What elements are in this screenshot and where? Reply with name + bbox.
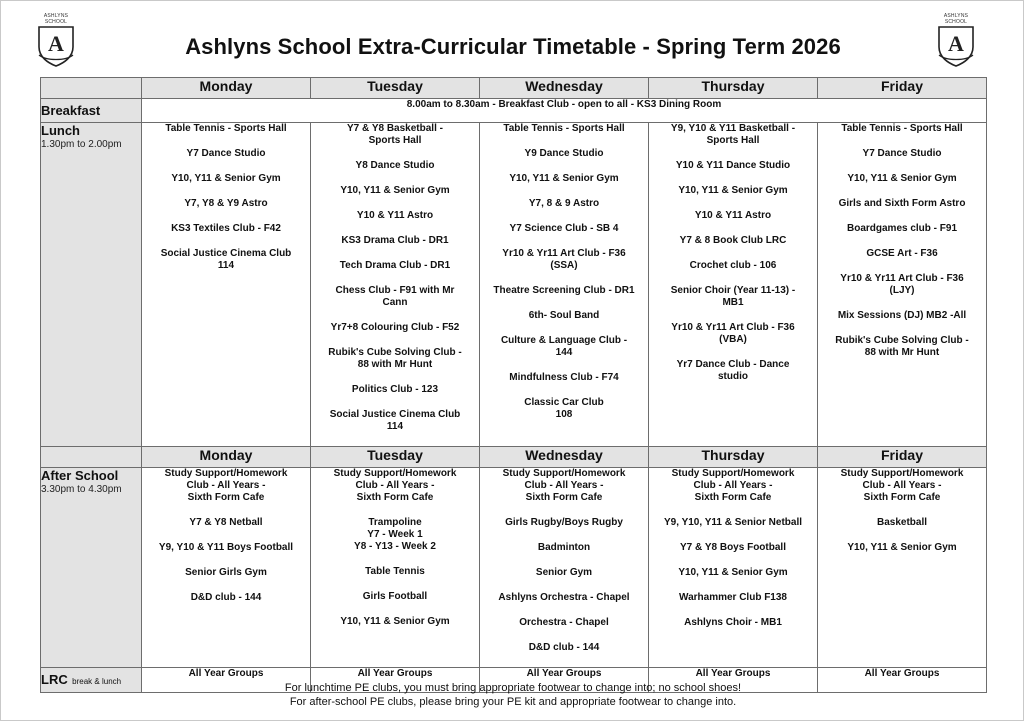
club-item: Y10, Y11 & Senior Gym <box>678 185 788 196</box>
lunch-label: Lunch <box>41 123 80 138</box>
club-item: Yr10 & Yr11 Art Club - F36 (VBA) <box>671 322 795 345</box>
day-header-row-2 <box>41 447 987 468</box>
after-school-monday-cell <box>142 468 311 668</box>
club-item: Y7 Dance Studio <box>862 148 942 159</box>
crest-letter-left: A <box>48 31 64 56</box>
lunch-thursday-cell <box>649 123 818 447</box>
club-item: Yr7+8 Colouring Club - F52 <box>330 322 460 333</box>
club-item: Tech Drama Club - DR1 <box>339 260 451 271</box>
club-item: Y7 Dance Studio <box>186 148 266 159</box>
club-item: Senior Choir (Year 11-13) - MB1 <box>670 285 796 308</box>
club-item: Y7, Y8 & Y9 Astro <box>184 198 268 209</box>
club-item: Study Support/Homework Club - All Years - Sixth Form Cafe <box>840 468 964 503</box>
day-header-thursday: Thursday <box>649 78 818 99</box>
lunch-label-cell <box>41 123 142 447</box>
club-item: Y7 & Y8 Boys Football <box>680 542 786 553</box>
club-item: Y10, Y11 & Senior Gym <box>509 173 619 184</box>
club-item: Crochet club - 106 <box>689 260 777 271</box>
day-header-tuesday-2: Tuesday <box>311 447 480 468</box>
club-item: Y10, Y11 & Senior Gym <box>340 616 450 627</box>
lunch-tuesday-cell <box>311 123 480 447</box>
lrc-monday: All Year Groups <box>142 668 311 693</box>
day-header-wednesday-2: Wednesday <box>480 447 649 468</box>
crest-name-left: ASHLYNS SCHOOL <box>43 13 69 25</box>
club-item: Yr7 Dance Club - Dance studio <box>676 359 790 382</box>
day-header-monday: Monday <box>142 78 311 99</box>
corner-cell-2 <box>41 447 142 468</box>
page-title: Ashlyns School Extra-Curricular Timetable - Spring Term 2026 <box>185 34 841 59</box>
lrc-wednesday: All Year Groups <box>480 668 649 693</box>
club-item: Girls Rugby/Boys Rugby <box>505 517 623 528</box>
club-item: Ashlyns Choir - MB1 <box>684 617 782 628</box>
club-item: Badminton <box>537 542 591 553</box>
club-item: Girls Football <box>362 591 428 602</box>
crest-letter-right: A <box>948 31 964 56</box>
club-item: Table Tennis - Sports Hall <box>841 123 963 134</box>
club-item: Senior Girls Gym <box>185 567 267 578</box>
breakfast-label-cell <box>41 99 142 123</box>
club-item: Senior Gym <box>535 567 593 578</box>
club-item: Y7 & Y8 Basketball - Sports Hall <box>347 123 443 146</box>
club-item: Table Tennis - Sports Hall <box>503 123 625 134</box>
after-school-row <box>41 468 987 668</box>
club-item: Yr10 & Yr11 Art Club - F36 (LJY) <box>840 273 964 296</box>
after-school-label: After School <box>41 468 119 483</box>
after-school-friday-cell <box>818 468 987 668</box>
club-item: 6th- Soul Band <box>528 310 600 321</box>
club-item: KS3 Textiles Club - F42 <box>171 223 281 234</box>
lunch-friday-cell <box>818 123 987 447</box>
club-item: Politics Club - 123 <box>351 384 439 395</box>
club-item: Y10 & Y11 Dance Studio <box>675 160 791 171</box>
club-item: Girls and Sixth Form Astro <box>838 198 966 209</box>
lunch-wednesday-cell <box>480 123 649 447</box>
footer-notes <box>1 681 1024 709</box>
club-item: Social Justice Cinema Club 114 <box>160 248 292 271</box>
club-item: Y7 Science Club - SB 4 <box>509 223 619 234</box>
club-item: Study Support/Homework Club - All Years - Sixth Form Cafe <box>671 468 795 503</box>
day-header-monday-2: Monday <box>142 447 311 468</box>
day-header-friday-2: Friday <box>818 447 987 468</box>
club-item: Y10 & Y11 Astro <box>694 210 772 221</box>
club-item: Y7 & 8 Book Club LRC <box>679 235 787 246</box>
club-item: KS3 Drama Club - DR1 <box>341 235 449 246</box>
club-item: Mindfulness Club - F74 <box>509 372 619 383</box>
crest-name-right: ASHLYNS SCHOOL <box>943 13 969 25</box>
club-item: Basketball <box>876 517 928 528</box>
club-item: Trampoline Y7 - Week 1 Y8 - Y13 - Week 2 <box>354 517 436 552</box>
club-item: Boardgames club - F91 <box>846 223 958 234</box>
club-item: Study Support/Homework Club - All Years - Sixth Form Cafe <box>502 468 626 503</box>
after-school-wednesday-cell <box>480 468 649 668</box>
day-header-friday: Friday <box>818 78 987 99</box>
club-item: Y10 & Y11 Astro <box>356 210 434 221</box>
club-item: Y10, Y11 & Senior Gym <box>847 173 957 184</box>
club-item: D&D club - 144 <box>190 592 262 603</box>
after-school-time: 3.30pm to 4.30pm <box>41 484 122 495</box>
lunch-time: 1.30pm to 2.00pm <box>41 139 122 150</box>
club-item: Y10, Y11 & Senior Gym <box>847 542 957 553</box>
club-item: D&D club - 144 <box>528 642 600 653</box>
club-item: Y7 & Y8 Netball <box>189 517 263 528</box>
after-school-tuesday-cell <box>311 468 480 668</box>
club-item: Study Support/Homework Club - All Years - Sixth Form Cafe <box>333 468 457 503</box>
club-item: Y10, Y11 & Senior Gym <box>340 185 450 196</box>
lunch-row <box>41 123 987 447</box>
club-item: Rubik's Cube Solving Club - 88 with Mr Hunt <box>328 347 462 370</box>
breakfast-row <box>41 99 987 123</box>
day-header-tuesday: Tuesday <box>311 78 480 99</box>
club-item: Y9, Y10 & Y11 Boys Football <box>158 542 294 553</box>
club-item: Y7, 8 & 9 Astro <box>528 198 600 209</box>
club-item: Y10, Y11 & Senior Gym <box>171 173 281 184</box>
club-item: Y10, Y11 & Senior Gym <box>678 567 788 578</box>
club-item: Y9, Y10 & Y11 Basketball - Sports Hall <box>670 123 796 146</box>
lrc-tuesday: All Year Groups <box>311 668 480 693</box>
breakfast-label: Breakfast <box>41 103 101 118</box>
club-item: Orchestra - Chapel <box>519 617 609 628</box>
club-item: GCSE Art - F36 <box>866 248 938 259</box>
lrc-thursday: All Year Groups <box>649 668 818 693</box>
timetable-table <box>40 77 987 693</box>
club-item: Ashlyns Orchestra - Chapel <box>498 592 630 603</box>
footer-line-1: For lunchtime PE clubs, you must bring appropriate footwear to change into; no school shoes! <box>284 682 742 694</box>
after-school-label-cell <box>41 468 142 668</box>
lrc-sub-label: break & lunch <box>72 677 122 686</box>
breakfast-club-cell: 8.00am to 8.30am - Breakfast Club - open to all - KS3 Dining Room <box>142 99 987 123</box>
club-item: Social Justice Cinema Club 114 <box>329 409 461 432</box>
club-item: Mix Sessions (DJ) MB2 -All <box>837 310 967 321</box>
club-item: Study Support/Homework Club - All Years - Sixth Form Cafe <box>164 468 288 503</box>
club-item: Rubik's Cube Solving Club - 88 with Mr Hunt <box>835 335 969 358</box>
footer-line-2: For after-school PE clubs, please bring your PE kit and appropriate footwear to change into. <box>289 696 737 708</box>
day-header-wednesday: Wednesday <box>480 78 649 99</box>
club-item: Yr10 & Yr11 Art Club - F36 (SSA) <box>502 248 626 271</box>
club-item: Chess Club - F91 with Mr Cann <box>335 285 455 308</box>
lrc-friday: All Year Groups <box>818 668 987 693</box>
club-item: Warhammer Club F138 <box>679 592 787 603</box>
club-item: Y9, Y10, Y11 & Senior Netball <box>663 517 803 528</box>
lunch-monday-cell <box>142 123 311 447</box>
lrc-label: LRC <box>41 672 68 687</box>
day-header-thursday-2: Thursday <box>649 447 818 468</box>
club-item: Table Tennis - Sports Hall <box>165 123 287 134</box>
corner-cell <box>41 78 142 99</box>
club-item: Culture & Language Club - 144 <box>500 335 628 358</box>
club-item: Y9 Dance Studio <box>524 148 604 159</box>
after-school-thursday-cell <box>649 468 818 668</box>
club-item: Classic Car Club 108 <box>524 397 604 420</box>
club-item: Table Tennis <box>365 566 425 577</box>
club-item: Theatre Screening Club - DR1 <box>493 285 635 296</box>
day-header-row <box>41 78 987 99</box>
club-item: Y8 Dance Studio <box>355 160 435 171</box>
